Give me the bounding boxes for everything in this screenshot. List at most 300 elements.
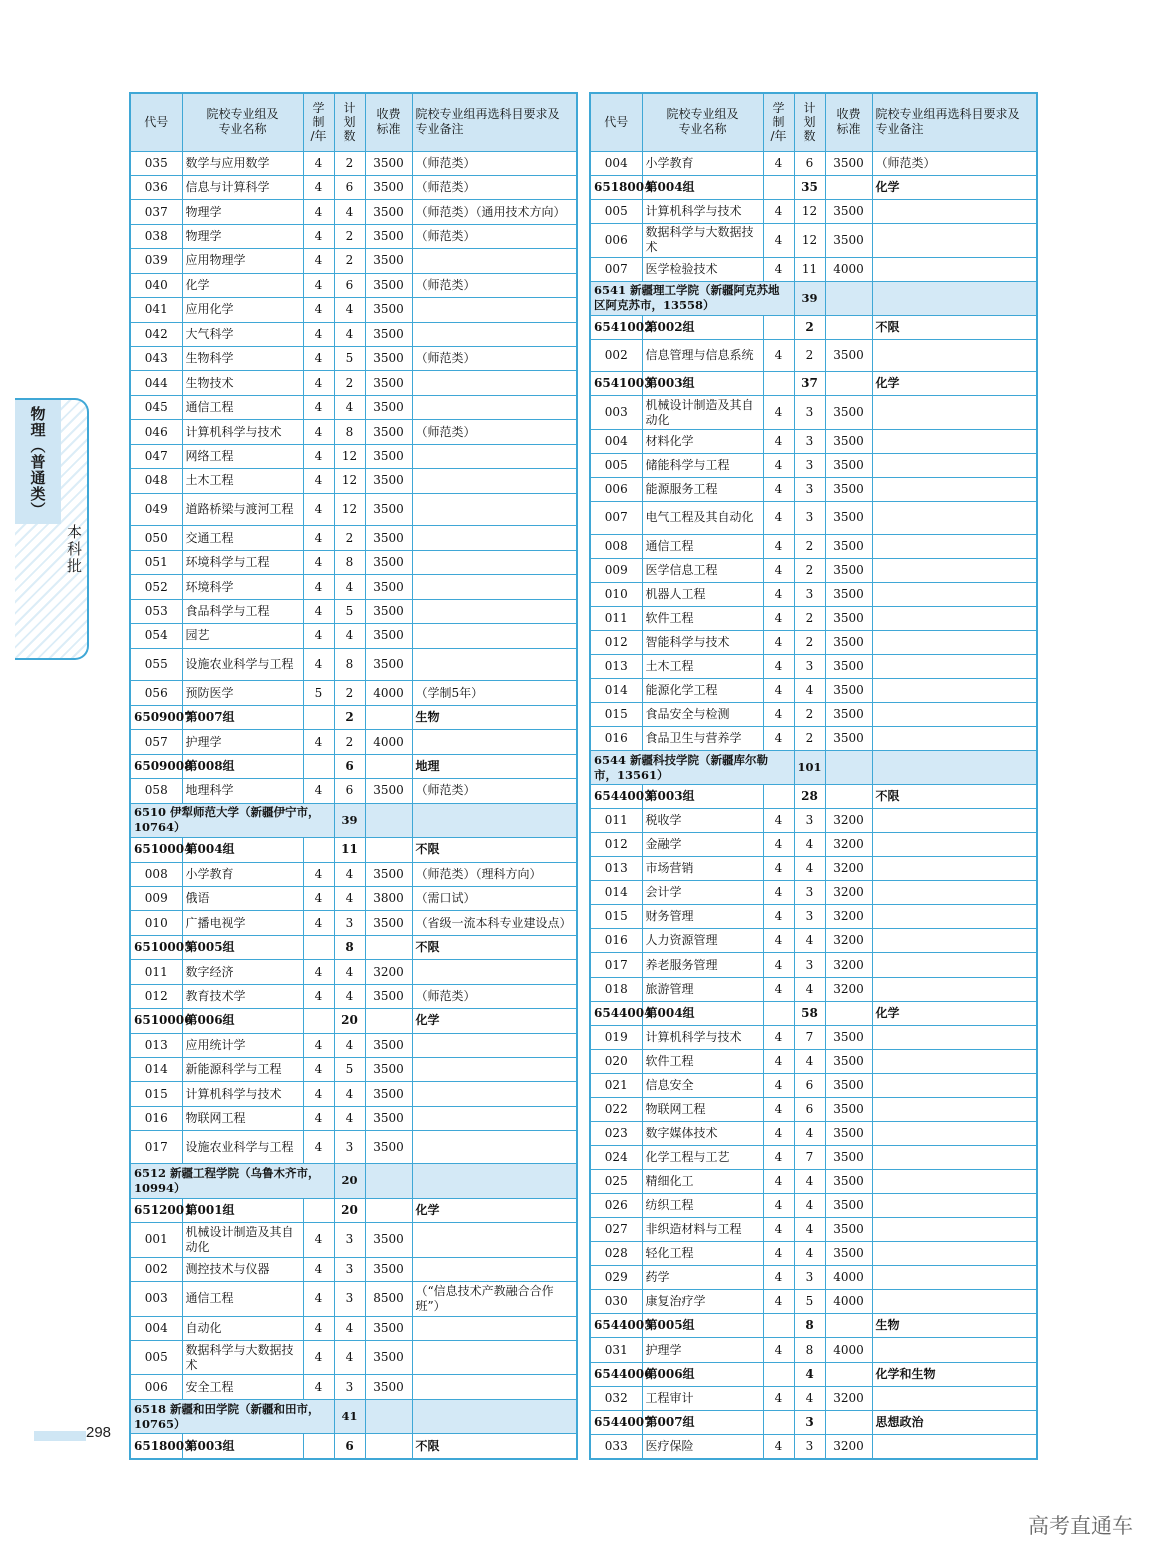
major-code: 016 bbox=[130, 1106, 182, 1130]
empty-cell bbox=[763, 1001, 794, 1025]
tuition-fee: 3500 bbox=[365, 200, 412, 224]
tuition-fee: 3500 bbox=[365, 575, 412, 599]
major-name: 网络工程 bbox=[182, 444, 303, 468]
major-note bbox=[872, 929, 1037, 953]
major-code: 030 bbox=[590, 1290, 642, 1314]
group-subject-requirement: 生物 bbox=[412, 705, 577, 729]
major-code: 024 bbox=[590, 1145, 642, 1169]
major-note bbox=[872, 1145, 1037, 1169]
group-plan-count: 8 bbox=[794, 1314, 825, 1338]
major-row bbox=[130, 779, 577, 803]
major-row bbox=[590, 1290, 1037, 1314]
major-note bbox=[872, 1049, 1037, 1073]
major-row bbox=[590, 1049, 1037, 1073]
major-code: 043 bbox=[130, 347, 182, 371]
plan-count: 3 bbox=[794, 502, 825, 534]
major-name: 养老服务管理 bbox=[642, 953, 763, 977]
study-years: 4 bbox=[303, 347, 334, 371]
major-row bbox=[130, 322, 577, 346]
major-code: 003 bbox=[590, 396, 642, 430]
major-code: 013 bbox=[130, 1033, 182, 1057]
study-years: 4 bbox=[303, 1257, 334, 1281]
major-name: 通信工程 bbox=[182, 395, 303, 419]
header-plan: 计 划 数 bbox=[794, 93, 825, 151]
major-code: 005 bbox=[590, 199, 642, 223]
tuition-fee: 3500 bbox=[825, 534, 872, 558]
major-name: 应用化学 bbox=[182, 298, 303, 322]
study-years: 4 bbox=[303, 862, 334, 886]
group-name: 第005组 bbox=[642, 1314, 763, 1338]
major-row bbox=[590, 339, 1037, 371]
empty-cell bbox=[365, 1164, 412, 1198]
major-row bbox=[590, 151, 1037, 175]
major-row bbox=[590, 502, 1037, 534]
page-number-bar bbox=[34, 1431, 86, 1441]
major-row bbox=[130, 347, 577, 371]
major-name: 软件工程 bbox=[642, 606, 763, 630]
major-note bbox=[872, 582, 1037, 606]
group-code: 6544007 bbox=[590, 1410, 642, 1434]
major-code: 057 bbox=[130, 730, 182, 754]
plan-count: 3 bbox=[794, 478, 825, 502]
tuition-fee: 3500 bbox=[825, 151, 872, 175]
major-row bbox=[130, 273, 577, 297]
major-row bbox=[590, 478, 1037, 502]
group-subject-requirement: 不限 bbox=[412, 838, 577, 862]
major-note bbox=[872, 454, 1037, 478]
study-years: 4 bbox=[763, 833, 794, 857]
major-note bbox=[412, 469, 577, 493]
major-name: 设施农业科学与工程 bbox=[182, 648, 303, 681]
empty-cell bbox=[763, 1314, 794, 1338]
major-row bbox=[130, 1375, 577, 1399]
major-code: 049 bbox=[130, 493, 182, 526]
study-years: 4 bbox=[763, 953, 794, 977]
major-name: 人力资源管理 bbox=[642, 929, 763, 953]
side-category-tab bbox=[15, 398, 89, 660]
major-code: 004 bbox=[130, 1316, 182, 1340]
major-code: 008 bbox=[130, 862, 182, 886]
major-code: 009 bbox=[590, 558, 642, 582]
major-row bbox=[590, 1434, 1037, 1459]
plan-count: 2 bbox=[794, 534, 825, 558]
group-name: 第008组 bbox=[182, 754, 303, 778]
study-years: 4 bbox=[763, 454, 794, 478]
major-code: 042 bbox=[130, 322, 182, 346]
major-note bbox=[412, 371, 577, 395]
major-name: 康复治疗学 bbox=[642, 1290, 763, 1314]
major-code: 019 bbox=[590, 1025, 642, 1049]
major-note bbox=[412, 493, 577, 526]
plan-count: 4 bbox=[334, 322, 365, 346]
group-subject-requirement: 不限 bbox=[872, 785, 1037, 809]
major-code: 004 bbox=[590, 430, 642, 454]
group-row bbox=[130, 838, 577, 862]
tuition-fee: 3500 bbox=[825, 1170, 872, 1194]
major-code: 027 bbox=[590, 1218, 642, 1242]
major-row bbox=[590, 929, 1037, 953]
tuition-fee: 3500 bbox=[825, 1049, 872, 1073]
major-row bbox=[130, 175, 577, 199]
major-code: 016 bbox=[590, 727, 642, 751]
major-code: 037 bbox=[130, 200, 182, 224]
tuition-fee: 3500 bbox=[365, 1033, 412, 1057]
major-name: 材料化学 bbox=[642, 430, 763, 454]
major-code: 013 bbox=[590, 654, 642, 678]
major-name: 大气科学 bbox=[182, 322, 303, 346]
major-code: 032 bbox=[590, 1386, 642, 1410]
group-name: 第003组 bbox=[642, 785, 763, 809]
study-years: 4 bbox=[763, 1170, 794, 1194]
major-note bbox=[872, 396, 1037, 430]
group-subject-requirement: 不限 bbox=[412, 1434, 577, 1459]
study-years: 4 bbox=[303, 1058, 334, 1082]
tuition-fee: 3500 bbox=[365, 1340, 412, 1374]
plan-count: 12 bbox=[334, 444, 365, 468]
major-name: 应用物理学 bbox=[182, 249, 303, 273]
major-row bbox=[590, 654, 1037, 678]
major-name: 纺织工程 bbox=[642, 1194, 763, 1218]
study-years: 4 bbox=[763, 881, 794, 905]
major-code: 040 bbox=[130, 273, 182, 297]
plan-count: 4 bbox=[334, 200, 365, 224]
tuition-fee: 3500 bbox=[825, 1025, 872, 1049]
major-code: 015 bbox=[130, 1082, 182, 1106]
group-subject-requirement: 生物 bbox=[872, 1314, 1037, 1338]
study-years: 4 bbox=[763, 606, 794, 630]
major-row bbox=[130, 624, 577, 648]
major-note bbox=[412, 624, 577, 648]
study-years: 4 bbox=[303, 1340, 334, 1374]
tuition-fee: 3200 bbox=[825, 881, 872, 905]
major-row bbox=[130, 1033, 577, 1057]
group-row bbox=[130, 754, 577, 778]
major-note bbox=[412, 1316, 577, 1340]
major-name: 护理学 bbox=[642, 1338, 763, 1362]
major-note: （需口试） bbox=[412, 886, 577, 910]
major-note: （师范类）（通用技术方向） bbox=[412, 200, 577, 224]
study-years: 4 bbox=[303, 1033, 334, 1057]
major-name: 信息管理与信息系统 bbox=[642, 339, 763, 371]
major-code: 048 bbox=[130, 469, 182, 493]
plan-count: 6 bbox=[794, 1073, 825, 1097]
header-years: 学 制 /年 bbox=[303, 93, 334, 151]
major-row bbox=[590, 1097, 1037, 1121]
study-years: 4 bbox=[763, 809, 794, 833]
study-years: 5 bbox=[303, 681, 334, 705]
plan-count: 5 bbox=[334, 347, 365, 371]
major-note bbox=[872, 833, 1037, 857]
tuition-fee: 3500 bbox=[825, 1097, 872, 1121]
major-name: 旅游管理 bbox=[642, 977, 763, 1001]
group-row bbox=[130, 1009, 577, 1033]
group-code: 6510004 bbox=[130, 838, 182, 862]
major-note bbox=[872, 1218, 1037, 1242]
major-note bbox=[872, 1073, 1037, 1097]
group-plan-count: 2 bbox=[334, 705, 365, 729]
major-row bbox=[590, 606, 1037, 630]
major-code: 001 bbox=[130, 1223, 182, 1257]
major-code: 050 bbox=[130, 526, 182, 550]
major-note bbox=[872, 502, 1037, 534]
header-code: 代号 bbox=[130, 93, 182, 151]
tuition-fee: 3500 bbox=[365, 648, 412, 681]
tuition-fee: 4000 bbox=[825, 257, 872, 281]
group-subject-requirement: 化学 bbox=[872, 372, 1037, 396]
empty-cell bbox=[303, 1434, 334, 1459]
tuition-fee: 3500 bbox=[365, 151, 412, 175]
study-years: 4 bbox=[763, 534, 794, 558]
major-name: 交通工程 bbox=[182, 526, 303, 550]
major-code: 011 bbox=[590, 809, 642, 833]
major-note bbox=[412, 1223, 577, 1257]
school-name: 6510 伊犁师范大学（新疆伊宁市，10764） bbox=[130, 803, 334, 837]
plan-count: 2 bbox=[334, 224, 365, 248]
group-plan-count: 2 bbox=[794, 315, 825, 339]
empty-cell bbox=[365, 1009, 412, 1033]
major-note bbox=[412, 730, 577, 754]
plan-count: 4 bbox=[794, 977, 825, 1001]
plan-count: 5 bbox=[334, 1058, 365, 1082]
tuition-fee: 3500 bbox=[365, 444, 412, 468]
plan-count: 3 bbox=[794, 905, 825, 929]
group-subject-requirement: 不限 bbox=[412, 935, 577, 959]
major-name: 土木工程 bbox=[182, 469, 303, 493]
major-code: 046 bbox=[130, 420, 182, 444]
plan-count: 4 bbox=[794, 1218, 825, 1242]
major-row bbox=[590, 630, 1037, 654]
group-code: 6544004 bbox=[590, 1001, 642, 1025]
tuition-fee: 3500 bbox=[825, 606, 872, 630]
plan-count: 4 bbox=[334, 1082, 365, 1106]
tuition-fee: 3500 bbox=[365, 1223, 412, 1257]
major-code: 033 bbox=[590, 1434, 642, 1459]
major-note bbox=[872, 430, 1037, 454]
plan-count: 4 bbox=[334, 886, 365, 910]
study-years: 4 bbox=[303, 298, 334, 322]
major-name: 护理学 bbox=[182, 730, 303, 754]
major-name: 智能科学与技术 bbox=[642, 630, 763, 654]
major-code: 006 bbox=[590, 478, 642, 502]
empty-cell bbox=[412, 803, 577, 837]
major-note bbox=[872, 905, 1037, 929]
major-name: 机械设计制造及其自动化 bbox=[642, 396, 763, 430]
empty-cell bbox=[365, 838, 412, 862]
major-note: （师范类） bbox=[412, 984, 577, 1008]
empty-cell bbox=[763, 785, 794, 809]
major-note bbox=[872, 1338, 1037, 1362]
tuition-fee: 3500 bbox=[365, 911, 412, 935]
group-plan-count: 6 bbox=[334, 1434, 365, 1459]
major-note bbox=[412, 550, 577, 574]
header-fee: 收费 标准 bbox=[365, 93, 412, 151]
major-code: 008 bbox=[590, 534, 642, 558]
study-years: 4 bbox=[303, 779, 334, 803]
major-note: （省级一流本科专业建设点） bbox=[412, 911, 577, 935]
tuition-fee: 3500 bbox=[825, 1242, 872, 1266]
group-plan-count: 35 bbox=[794, 175, 825, 199]
tuition-fee: 3500 bbox=[365, 1082, 412, 1106]
major-name: 园艺 bbox=[182, 624, 303, 648]
major-row bbox=[130, 911, 577, 935]
major-name: 医学检验技术 bbox=[642, 257, 763, 281]
study-years: 4 bbox=[303, 1082, 334, 1106]
group-name: 第006组 bbox=[642, 1362, 763, 1386]
plan-count: 3 bbox=[794, 654, 825, 678]
study-years: 4 bbox=[303, 1131, 334, 1164]
major-code: 023 bbox=[590, 1121, 642, 1145]
major-note bbox=[872, 881, 1037, 905]
batch-label: 本科批 bbox=[65, 524, 83, 575]
major-row bbox=[130, 681, 577, 705]
empty-cell bbox=[825, 1001, 872, 1025]
empty-cell bbox=[825, 1314, 872, 1338]
group-plan-count: 6 bbox=[334, 754, 365, 778]
major-row bbox=[590, 809, 1037, 833]
major-note bbox=[412, 526, 577, 550]
study-years: 4 bbox=[763, 678, 794, 702]
major-name: 自动化 bbox=[182, 1316, 303, 1340]
study-years: 4 bbox=[763, 1145, 794, 1169]
study-years: 4 bbox=[763, 502, 794, 534]
major-row bbox=[590, 257, 1037, 281]
plan-count: 12 bbox=[794, 223, 825, 257]
school-name: 6518 新疆和田学院（新疆和田市，10765） bbox=[130, 1399, 334, 1433]
empty-cell bbox=[763, 372, 794, 396]
major-note bbox=[412, 1131, 577, 1164]
major-note bbox=[872, 809, 1037, 833]
plan-count: 8 bbox=[334, 420, 365, 444]
plan-count: 3 bbox=[794, 1266, 825, 1290]
major-name: 通信工程 bbox=[642, 534, 763, 558]
study-years: 4 bbox=[303, 1223, 334, 1257]
plan-count: 3 bbox=[794, 582, 825, 606]
major-row bbox=[130, 730, 577, 754]
major-code: 002 bbox=[130, 1257, 182, 1281]
header-note: 院校专业组再选科目要求及 专业备注 bbox=[872, 93, 1037, 151]
plan-count: 4 bbox=[794, 1194, 825, 1218]
major-name: 计算机科学与技术 bbox=[182, 420, 303, 444]
tuition-fee: 3500 bbox=[365, 347, 412, 371]
major-code: 026 bbox=[590, 1194, 642, 1218]
study-years: 4 bbox=[763, 1049, 794, 1073]
empty-cell bbox=[365, 1399, 412, 1433]
empty-cell bbox=[825, 785, 872, 809]
major-row bbox=[590, 582, 1037, 606]
group-code: 6544005 bbox=[590, 1314, 642, 1338]
plan-count: 4 bbox=[334, 575, 365, 599]
empty-cell bbox=[303, 1009, 334, 1033]
major-row bbox=[590, 1121, 1037, 1145]
plan-count: 4 bbox=[794, 1121, 825, 1145]
empty-cell bbox=[825, 281, 872, 315]
major-note bbox=[872, 339, 1037, 371]
major-code: 010 bbox=[130, 911, 182, 935]
group-row bbox=[590, 175, 1037, 199]
major-row bbox=[590, 977, 1037, 1001]
group-plan-count: 8 bbox=[334, 935, 365, 959]
major-note bbox=[412, 322, 577, 346]
tuition-fee: 4000 bbox=[825, 1338, 872, 1362]
plan-count: 6 bbox=[334, 779, 365, 803]
major-row bbox=[590, 1170, 1037, 1194]
plan-count: 4 bbox=[794, 678, 825, 702]
major-code: 041 bbox=[130, 298, 182, 322]
plan-count: 3 bbox=[794, 953, 825, 977]
empty-cell bbox=[303, 1198, 334, 1222]
major-note bbox=[412, 648, 577, 681]
major-row bbox=[590, 430, 1037, 454]
major-name: 医学信息工程 bbox=[642, 558, 763, 582]
major-name: 税收学 bbox=[642, 809, 763, 833]
tuition-fee: 3500 bbox=[825, 1073, 872, 1097]
tuition-fee: 3200 bbox=[825, 929, 872, 953]
group-code: 6518004 bbox=[590, 175, 642, 199]
major-code: 021 bbox=[590, 1073, 642, 1097]
major-name: 安全工程 bbox=[182, 1375, 303, 1399]
major-row bbox=[590, 558, 1037, 582]
major-name: 环境科学与工程 bbox=[182, 550, 303, 574]
major-name: 能源化学工程 bbox=[642, 678, 763, 702]
plan-count: 3 bbox=[794, 809, 825, 833]
study-years: 4 bbox=[763, 1121, 794, 1145]
empty-cell bbox=[365, 754, 412, 778]
major-note bbox=[872, 606, 1037, 630]
major-row bbox=[130, 200, 577, 224]
major-code: 052 bbox=[130, 575, 182, 599]
study-years: 4 bbox=[303, 469, 334, 493]
major-name: 软件工程 bbox=[642, 1049, 763, 1073]
empty-cell bbox=[763, 1362, 794, 1386]
study-years: 4 bbox=[763, 1434, 794, 1459]
plan-count: 2 bbox=[334, 681, 365, 705]
major-name: 物理学 bbox=[182, 200, 303, 224]
plan-count: 2 bbox=[794, 702, 825, 726]
tuition-fee: 3500 bbox=[365, 1257, 412, 1281]
major-code: 007 bbox=[590, 257, 642, 281]
major-row bbox=[130, 1082, 577, 1106]
major-note bbox=[872, 199, 1037, 223]
major-code: 047 bbox=[130, 444, 182, 468]
plan-count: 2 bbox=[334, 371, 365, 395]
major-name: 工程审计 bbox=[642, 1386, 763, 1410]
plan-count: 4 bbox=[794, 929, 825, 953]
school-plan-count: 41 bbox=[334, 1399, 365, 1433]
tuition-fee: 3500 bbox=[825, 478, 872, 502]
major-code: 025 bbox=[590, 1170, 642, 1194]
major-row bbox=[130, 599, 577, 623]
major-note bbox=[872, 977, 1037, 1001]
study-years: 4 bbox=[763, 1290, 794, 1314]
school-plan-count: 101 bbox=[794, 751, 825, 785]
major-row bbox=[130, 1058, 577, 1082]
school-plan-count: 20 bbox=[334, 1164, 365, 1198]
major-note bbox=[872, 1170, 1037, 1194]
study-years: 4 bbox=[303, 249, 334, 273]
empty-cell bbox=[303, 935, 334, 959]
empty-cell bbox=[365, 935, 412, 959]
major-code: 014 bbox=[590, 678, 642, 702]
plan-count: 4 bbox=[334, 1033, 365, 1057]
school-plan-count: 39 bbox=[794, 281, 825, 315]
tuition-fee: 3500 bbox=[825, 702, 872, 726]
empty-cell bbox=[365, 1198, 412, 1222]
major-code: 005 bbox=[590, 454, 642, 478]
group-code: 6509008 bbox=[130, 754, 182, 778]
major-note bbox=[872, 727, 1037, 751]
major-row bbox=[130, 298, 577, 322]
plan-count: 4 bbox=[794, 833, 825, 857]
